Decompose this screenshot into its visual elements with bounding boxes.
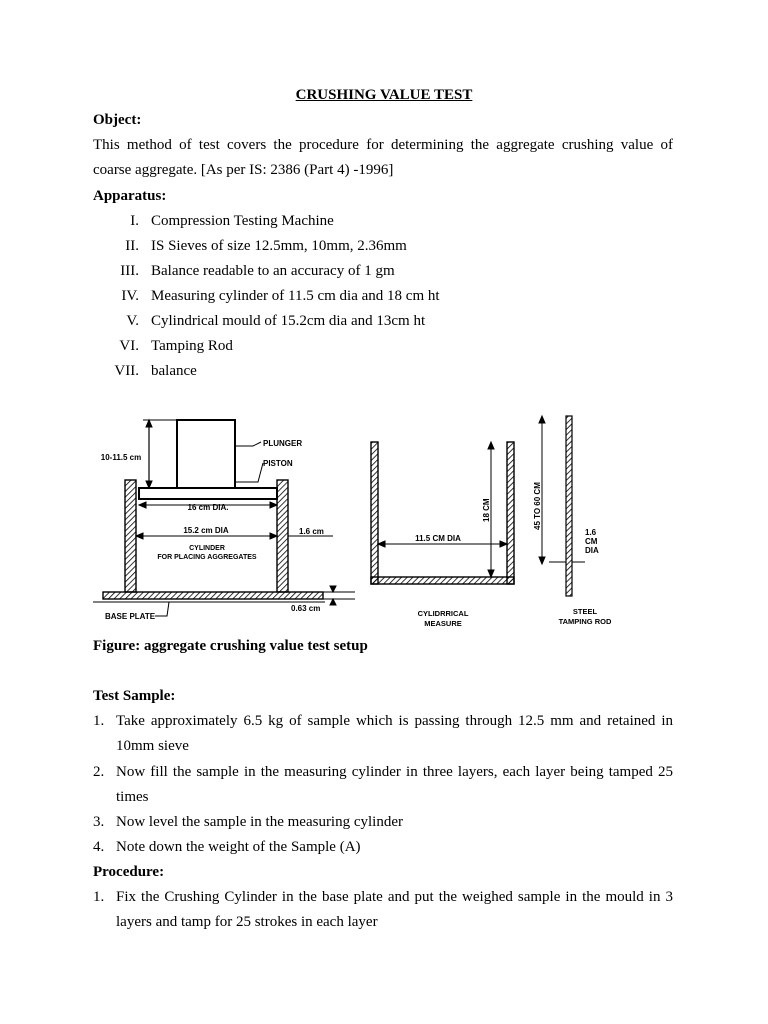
procedure-heading: Procedure: (93, 864, 165, 880)
mould-left-wall (125, 480, 136, 592)
mould-dia-label: 15.2 cm DIA (183, 526, 229, 535)
figure-caption: Figure: aggregate crushing value test setup (93, 638, 368, 654)
piston-dia-label: 16 cm DIA. (187, 503, 229, 512)
base-plate (103, 592, 323, 599)
list-item-number: 3. (93, 814, 105, 830)
list-item-text-continued: 10mm sieve (116, 738, 189, 754)
apparatus-item-text: Measuring cylinder of 11.5 cm dia and 18 cm ht (151, 288, 440, 304)
height-range-label: 10-11.5 cm (100, 453, 142, 462)
crushing-mould-drawing (93, 420, 355, 616)
base-plate-label: BASE PLATE (105, 612, 156, 621)
rod-caption-line-1: STEEL (572, 607, 598, 616)
piston-plate (139, 488, 277, 499)
list-item-number: 1. (93, 889, 105, 905)
measure-height-label: 18 CM (482, 498, 491, 522)
list-item-number: 1. (93, 713, 105, 729)
list-item-text: Take approximately 6.5 kg of sample which is passing through 12.5 mm and retained in (116, 713, 673, 729)
tamping-rod (566, 416, 572, 596)
page-title: CRUSHING VALUE TEST (295, 87, 473, 103)
rod-dia-suffix-label: DIA (585, 546, 599, 555)
list-item-text: Now fill the sample in the measuring cylinder in three layers, each layer being tamped 25 (116, 764, 673, 780)
measure-caption-line-1: CYLIDRRICAL (417, 609, 469, 618)
rod-length-label: 45 TO 60 CM (533, 482, 542, 530)
apparatus-heading: Apparatus: (93, 188, 167, 204)
apparatus-item-text: Balance readable to an accuracy of 1 gm (151, 263, 395, 279)
list-item-text: Note down the weight of the Sample (A) (116, 839, 361, 855)
measure-caption-line-2: MEASURE (424, 619, 462, 628)
list-item-number: 4. (93, 839, 105, 855)
measure-right-wall (507, 442, 514, 584)
wall-thickness-label: 1.6 cm (299, 527, 324, 536)
list-item-text-continued: layers and tamp for 25 strokes in each layer (116, 914, 378, 930)
list-item-text: Now level the sample in the measuring cylinder (116, 814, 403, 830)
object-heading: Object: (93, 112, 142, 128)
plunger-label: PLUNGER (263, 439, 303, 448)
apparatus-item-text: Compression Testing Machine (151, 213, 334, 229)
measure-base (371, 577, 514, 584)
test-sample-heading: Test Sample: (93, 688, 176, 704)
rod-dia-unit-label: CM (585, 537, 598, 546)
tamping-rod-drawing (539, 416, 585, 596)
mould-right-wall (277, 480, 288, 592)
apparatus-item-text: IS Sieves of size 12.5mm, 10mm, 2.36mm (151, 238, 407, 254)
apparatus-item-number: II. (125, 238, 139, 254)
apparatus-item-text: Cylindrical mould of 15.2cm dia and 13cm ht (151, 313, 426, 329)
piston-label: PISTON (263, 459, 293, 468)
cylinder-purpose-label: FOR PLACING AGGREGATES (157, 554, 257, 561)
rod-caption-line-2: TAMPING ROD (558, 617, 612, 626)
cylindrical-measure-drawing (371, 442, 514, 584)
apparatus-item-text: balance (151, 363, 197, 379)
crushing-test-figure (93, 410, 633, 635)
list-item-text-continued: times (116, 789, 149, 805)
apparatus-item-text: Tamping Rod (151, 338, 233, 354)
list-item-number: 2. (93, 764, 105, 780)
measure-left-wall (371, 442, 378, 584)
list-item-text: Fix the Crushing Cylinder in the base plate and put the weighed sample in the mould in 3 (116, 889, 673, 905)
base-thickness-label: 0.63 cm (291, 604, 321, 613)
rod-dia-label: 1.6 (585, 528, 597, 537)
cylindrical-measure-labels (415, 498, 491, 628)
object-text-line-1: This method of test covers the procedure for determining the aggregate crushing value of (93, 137, 673, 153)
apparatus-item-number: VII. (114, 363, 139, 379)
apparatus-item-number: V. (126, 313, 139, 329)
apparatus-item-number: VI. (119, 338, 139, 354)
cylinder-label: CYLINDER (189, 545, 225, 552)
apparatus-item-number: III. (120, 263, 139, 279)
apparatus-item-number: I. (130, 213, 139, 229)
plunger-block (177, 420, 235, 488)
measure-dia-label: 11.5 CM DIA (415, 534, 461, 543)
object-text-line-2: coarse aggregate. [As per IS: 2386 (Part 4) -1996] (93, 162, 394, 178)
apparatus-item-number: IV. (121, 288, 139, 304)
